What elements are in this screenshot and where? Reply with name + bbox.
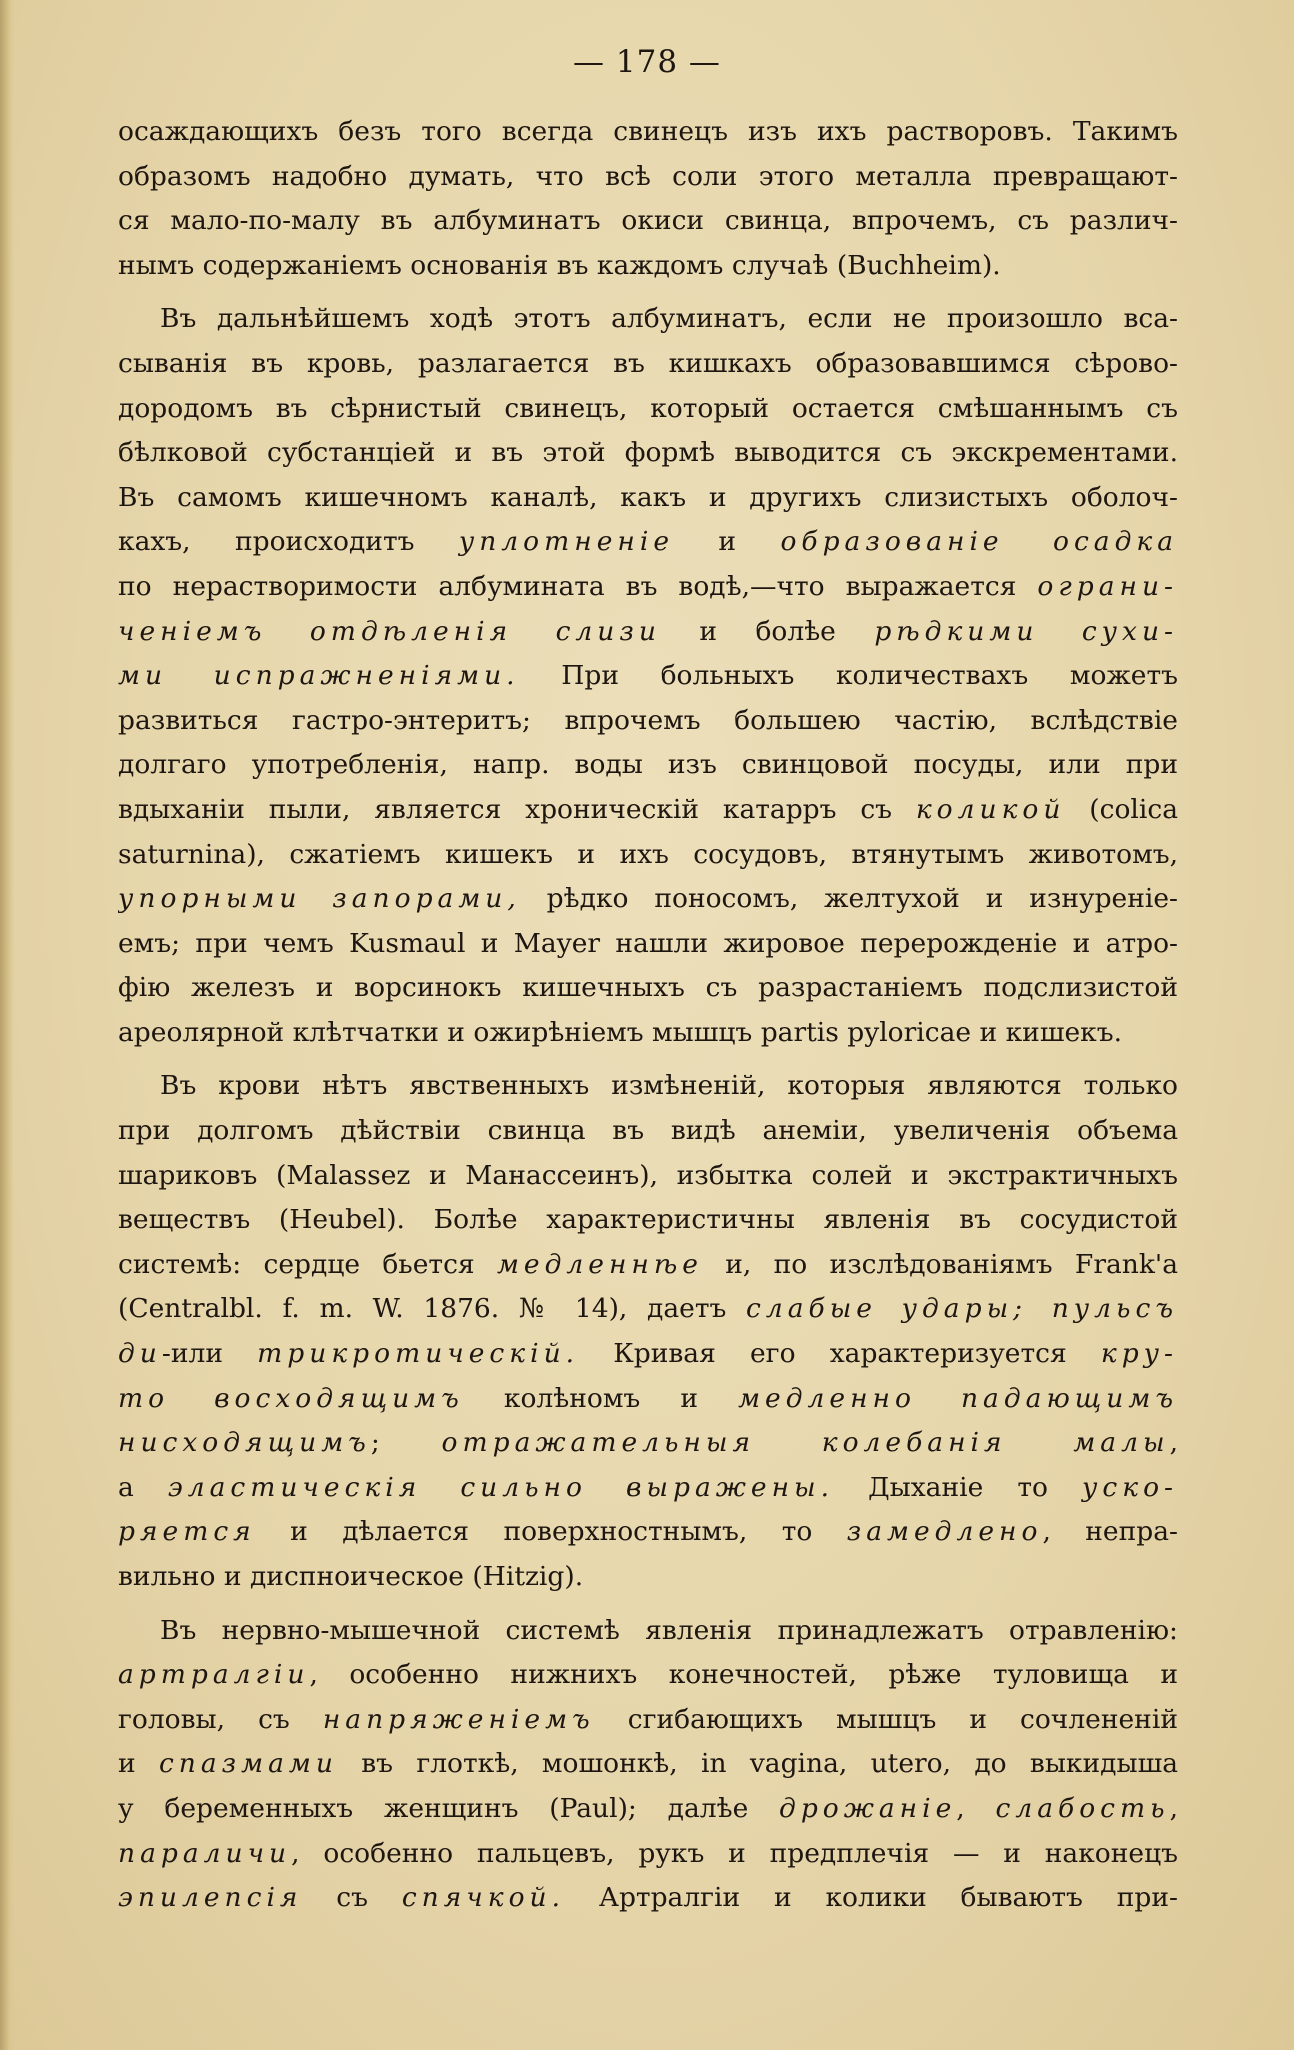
text-run: системѣ: сердце бьется <box>118 1248 497 1280</box>
emphasized-text: ми испражненіями. <box>118 660 520 692</box>
text-line <box>118 155 1178 200</box>
text-line <box>118 1154 1178 1199</box>
emphasized-text: медленнѣе <box>496 1248 703 1280</box>
text-run: и <box>674 526 781 558</box>
text-line <box>118 1421 1178 1466</box>
text-run: и болѣе <box>660 615 875 647</box>
text-run: сгибающихъ мышцъ и сочлененій <box>594 1703 1178 1735</box>
text-run: Въ дальнѣйшемъ ходѣ этотъ албуминатъ, если не произошло вса- <box>160 303 1178 335</box>
text-line <box>118 1466 1178 1511</box>
text-line <box>118 1198 1178 1243</box>
text-run: Кривая его характеризуется <box>579 1338 1101 1370</box>
emphasized-text: рѣдкими сухи- <box>874 615 1178 647</box>
paragraph-gap <box>118 288 1178 297</box>
text-run: и дѣлается поверхностнымъ, то <box>255 1516 847 1548</box>
text-line <box>118 1742 1178 1787</box>
text-run: а <box>118 1471 168 1503</box>
text-line <box>118 610 1178 655</box>
emphasized-text: слабые удары; пульсъ <box>746 1293 1178 1325</box>
text-line <box>118 244 1178 289</box>
text-run: и <box>118 1748 159 1780</box>
text-line <box>118 788 1178 833</box>
text-run: нымъ содержаніемъ основанія въ каждомъ случаѣ (Buchheim). <box>118 249 1001 281</box>
text-run: долгаго употребленія, напр. воды изъ свинцовой посуды, или при <box>118 749 1178 781</box>
emphasized-text: то восходящимъ <box>118 1382 464 1414</box>
emphasized-text: упорными запорами, <box>118 883 521 915</box>
emphasized-text: напряженіемъ <box>322 1703 595 1735</box>
text-run: вильно и диспноическое (Hitzig). <box>118 1561 584 1592</box>
text-run: и, по изслѣдованіямъ Frank'a <box>702 1248 1178 1280</box>
emphasized-text: медленно падающимъ <box>738 1382 1178 1414</box>
text-line <box>118 1698 1178 1743</box>
text-line <box>118 1332 1178 1377</box>
text-run: saturnina), сжатіемъ кишекъ и ихъ сосудовъ, втянутымъ животомъ, <box>118 838 1178 870</box>
text-run: , <box>956 1792 996 1824</box>
page-number: — 178 — <box>573 44 721 80</box>
text-line <box>118 1510 1178 1555</box>
body-text <box>118 110 1178 1921</box>
text-line <box>118 1609 1178 1654</box>
text-line <box>118 1787 1178 1832</box>
emphasized-text: артралгіи <box>118 1659 310 1691</box>
text-line <box>118 199 1178 244</box>
emphasized-text: замедлено <box>846 1516 1043 1548</box>
emphasized-text: слабость <box>995 1792 1170 1824</box>
text-run: Въ нервно-мышечной системѣ явленія принадлежатъ отравленію: <box>160 1614 1178 1646</box>
emphasized-text: ди <box>118 1338 162 1370</box>
text-run: , особенно пальцевъ, рукъ и предплечія — и наконецъ <box>291 1837 1178 1869</box>
emphasized-text: образованіе осадка <box>780 526 1178 558</box>
text-run: головы, съ <box>118 1703 323 1735</box>
text-run: ся мало-по-малу въ албуминатъ окиси свинца, впрочемъ, съ различ- <box>118 205 1178 237</box>
text-run: въ глоткѣ, мошонкѣ, in vagina, utero, до выкидыша <box>337 1748 1178 1780</box>
emphasized-text: отражательныя колебанія малы <box>441 1427 1170 1459</box>
emphasized-text: кру- <box>1100 1338 1178 1370</box>
text-line <box>118 1653 1178 1698</box>
text-line <box>118 1011 1178 1056</box>
text-run: ареолярной клѣтчатки и ожирѣніемъ мышцъ partis pyloricae и кишекъ. <box>118 1016 1122 1048</box>
text-run: фію железъ и ворсинокъ кишечныхъ съ разрастаніемъ подслизистой <box>118 972 1178 1004</box>
text-line <box>118 297 1178 342</box>
emphasized-text: спячкой. <box>401 1882 566 1914</box>
text-run: Дыханіе то <box>834 1471 1083 1503</box>
text-run: по нерастворимости албумината въ водѣ,—что выражается <box>118 570 1038 602</box>
text-run: Артралгіи и колики бываютъ при- <box>565 1882 1178 1914</box>
text-line <box>118 1832 1178 1877</box>
text-run: развиться гастро-энтеритъ; впрочемъ большею частію, вслѣдствіе <box>118 704 1178 736</box>
text-line <box>118 565 1178 610</box>
emphasized-text: коликой <box>915 793 1066 825</box>
text-line <box>118 922 1178 967</box>
emphasized-text: дрожаніе <box>779 1792 957 1824</box>
text-run: колѣномъ и <box>463 1382 739 1414</box>
emphasized-text: ченіемъ отдѣленія слизи <box>118 615 661 647</box>
text-line <box>118 877 1178 922</box>
text-run: -или <box>161 1338 258 1370</box>
emphasized-text: эпилепсія <box>118 1882 303 1914</box>
paragraph-gap <box>118 1055 1178 1064</box>
text-line <box>118 1064 1178 1109</box>
text-line <box>118 110 1178 155</box>
text-run: , особенно нижнихъ конечностей, рѣже туловища и <box>309 1659 1178 1691</box>
text-run: (colica <box>1065 793 1178 825</box>
text-run: бѣлковой субстанціей и въ этой формѣ выводится съ экскрементами. <box>118 437 1178 469</box>
text-run: у беременныхъ женщинъ (Paul); далѣе <box>118 1792 780 1824</box>
text-run: (Centralbl. f. m. W. 1876. № 14), даетъ <box>118 1293 747 1325</box>
text-line <box>118 1555 1178 1600</box>
emphasized-text: нисходящимъ <box>118 1427 371 1459</box>
emphasized-text: ограни- <box>1037 570 1178 602</box>
text-run: ; <box>370 1427 442 1459</box>
text-run: дородомъ въ сѣрнистый свинецъ, который остается смѣшаннымъ съ <box>118 392 1178 424</box>
text-run: рѣдко поносомъ, желтухой и изнуреніе- <box>520 883 1178 915</box>
text-line <box>118 342 1178 387</box>
text-run: При больныхъ количествахъ можетъ <box>519 660 1178 692</box>
text-run: , непра- <box>1042 1516 1178 1548</box>
text-run: емъ; при чемъ Kusmaul и Mayer нашли жировое перерожденіе и атро- <box>118 927 1178 959</box>
text-line <box>118 1377 1178 1422</box>
text-run: осаждающихъ безъ того всегда свинецъ изъ ихъ растворовъ. Такимъ <box>118 116 1178 147</box>
text-run: сыванія въ кровь, разлагается въ кишкахъ образовавшимся сѣрово- <box>118 347 1178 379</box>
text-run: Въ крови нѣтъ явственныхъ измѣненій, которыя являются только <box>160 1070 1178 1102</box>
text-line <box>118 743 1178 788</box>
text-line <box>118 476 1178 521</box>
emphasized-text: ускo- <box>1082 1471 1178 1503</box>
text-run: шариковъ (Malassez и Манассеинъ), избытка солей и экстрактичныхъ <box>118 1159 1178 1191</box>
emphasized-text: трикротическій. <box>257 1338 580 1370</box>
text-line <box>118 1109 1178 1154</box>
text-line <box>118 699 1178 744</box>
page-edge <box>0 0 14 2050</box>
text-run: вдыханіи пыли, является хроническій катарръ съ <box>118 793 916 825</box>
text-run: веществъ (Heubel). Болѣе характеристичны явленія въ сосудистой <box>118 1204 1178 1236</box>
text-line <box>118 833 1178 878</box>
text-run: , <box>1169 1792 1178 1824</box>
text-line <box>118 1287 1178 1332</box>
text-run: Въ самомъ кишечномъ каналѣ, какъ и другихъ слизистыхъ оболоч- <box>118 481 1178 513</box>
emphasized-text: ряется <box>118 1516 256 1548</box>
text-line <box>118 1876 1178 1921</box>
emphasized-text: уплотненіе <box>458 526 675 558</box>
emphasized-text: спазмами <box>158 1748 338 1780</box>
text-line <box>118 387 1178 432</box>
text-run: кахъ, происходитъ <box>118 526 459 558</box>
text-line <box>118 520 1178 565</box>
text-run: при долгомъ дѣйствіи свинца въ видѣ анеміи, увеличенія объема <box>118 1115 1178 1147</box>
text-run: , <box>1169 1427 1178 1459</box>
text-line <box>118 1243 1178 1288</box>
text-line <box>118 431 1178 476</box>
text-line <box>118 654 1178 699</box>
text-run: образомъ надобно думать, что всѣ соли этого металла превращают- <box>118 160 1178 192</box>
text-run: съ <box>302 1882 402 1914</box>
emphasized-text: эластическія сильно выражены. <box>167 1471 835 1503</box>
emphasized-text: параличи <box>118 1837 292 1869</box>
text-line <box>118 966 1178 1011</box>
paragraph-gap <box>118 1600 1178 1609</box>
